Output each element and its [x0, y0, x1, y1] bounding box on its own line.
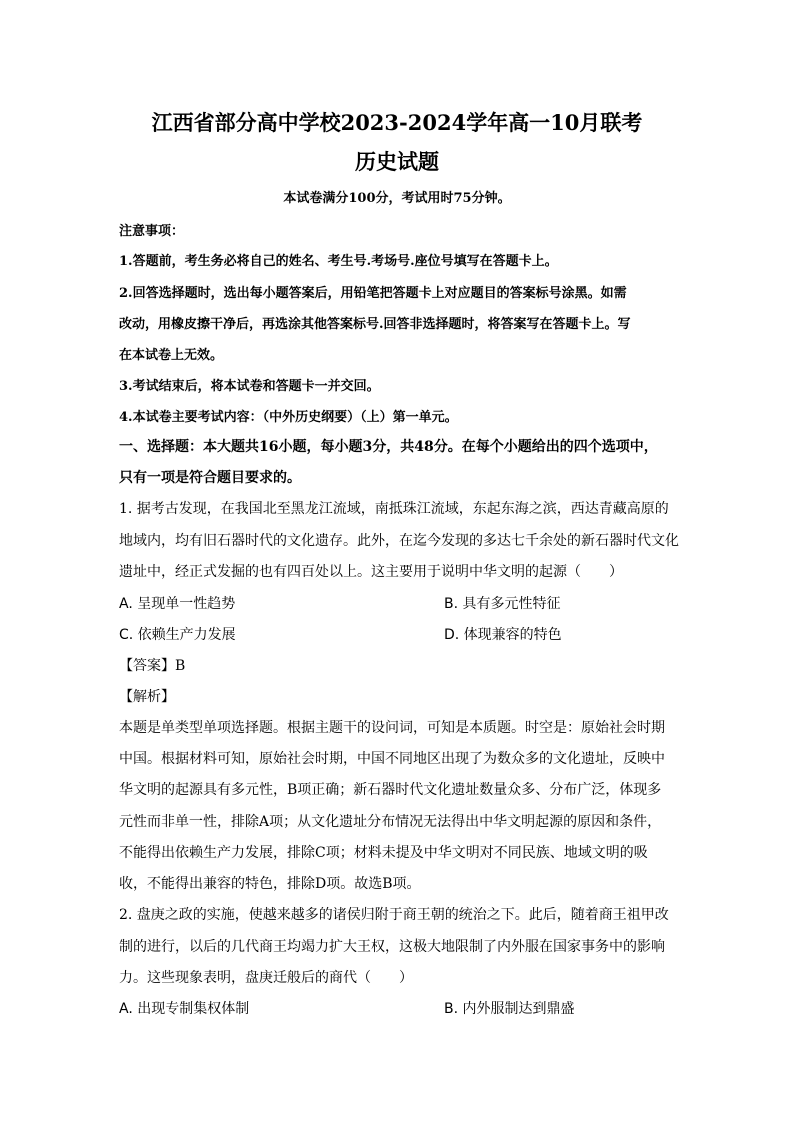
note-4: 4.本试卷主要考试内容：（中外历史纲要）（上）第一单元。 — [119, 410, 458, 425]
q1-analysis-line-2: 中国。根据材料可知，原始社会时期，中国不同地区出现了为数众多的文化遗址，反映中 — [119, 751, 665, 767]
notes-heading: 注意事项： — [119, 224, 185, 239]
q1-analysis-line-6: 收，不能得出兼容的特色，排除D项。故选B项。 — [119, 876, 421, 892]
q2-stem-line-3: 力。这些现象表明，盘庚迁般后的商代（ ） — [119, 970, 413, 986]
note-1: 1.答题前，考生务必将自己的姓名、考生号.考场号.座位号填写在答题卡上。 — [119, 254, 558, 269]
note-2-line-2: 改动，用橡皮擦干净后，再选涂其他答案标号.回答非选择题时，将答案写在答题卡上。写 — [119, 317, 631, 332]
q1-stem-line-3: 遗址中，经正式发掘的也有四百处以上。这主要用于说明中华文明的起源（ ） — [119, 564, 623, 580]
exam-title: 江西省部分高中学校2023-2024学年高一10月联考 — [151, 110, 643, 135]
subject-title: 历史试题 — [355, 149, 439, 174]
section-heading-line-2: 只有一项是符合题目要求的。 — [119, 470, 301, 486]
q2-option-b: B. 内外服制达到鼎盛 — [444, 1001, 575, 1017]
q2-option-a: A. 出现专制集权体制 — [119, 1001, 250, 1017]
q1-analysis-line-5: 不能得出依赖生产力发展，排除C项；材料未提及中华文明对不同民族、地域文明的吸 — [119, 845, 648, 861]
q1-stem-line-2: 地域内，均有旧石器时代的文化遗存。此外，在迄今发现的多达七千余处的新石器时代文化 — [119, 533, 679, 549]
q1-analysis-label: 【解析】 — [119, 689, 175, 705]
exam-info: 本试卷满分100分，考试用时75分钟。 — [283, 191, 511, 206]
q1-stem-line-1: 1. 据考古发现，在我国北至黑龙江流域，南抵珠江流域，东起东海之滨，西达青藏高原的 — [119, 501, 669, 517]
q1-option-b: B. 具有多元性特征 — [444, 596, 561, 612]
q1-analysis-line-3: 华文明的起源具有多元性，B项正确；新石器时代文化遗址数量众多、分布广泛，体现多 — [119, 782, 662, 798]
q1-analysis-line-1: 本题是单类型单项选择题。根据主题干的设问词，可知是本质题。时空是：原始社会时期 — [119, 720, 665, 736]
q2-stem-line-2: 制的进行，以后的几代商王均竭力扩大王权，这极大地限制了内外服在国家事务中的影响 — [119, 939, 665, 955]
q1-answer: 【答案】B — [119, 658, 186, 674]
section-heading-line-1: 一、选择题：本大题共16小题，每小题3分，共48分。在每个小题给出的四个选项中， — [119, 439, 658, 455]
note-2-line-3: 在本试卷上无效。 — [119, 348, 224, 363]
q1-option-c: C. 依赖生产力发展 — [119, 627, 236, 643]
q1-option-a: A. 呈现单一性趋势 — [119, 596, 236, 612]
q2-stem-line-1: 2. 盘庚之政的实施，使越来越多的诸侯归附于商王朝的统治之下。此后，随着商王祖甲改 — [119, 907, 669, 923]
q1-analysis-line-4: 元性而非单一性，排除A项；从文化遗址分布情况无法得出中华文明起源的原因和条件， — [119, 814, 662, 830]
note-3: 3.考试结束后，将本试卷和答题卡一并交回。 — [119, 379, 380, 394]
q1-option-d: D. 体现兼容的特色 — [444, 627, 562, 643]
note-2-line-1: 2.回答选择题时，选出每小题答案后，用铅笔把答题卡上对应题目的答案标号涂黑。如需 — [119, 286, 627, 301]
